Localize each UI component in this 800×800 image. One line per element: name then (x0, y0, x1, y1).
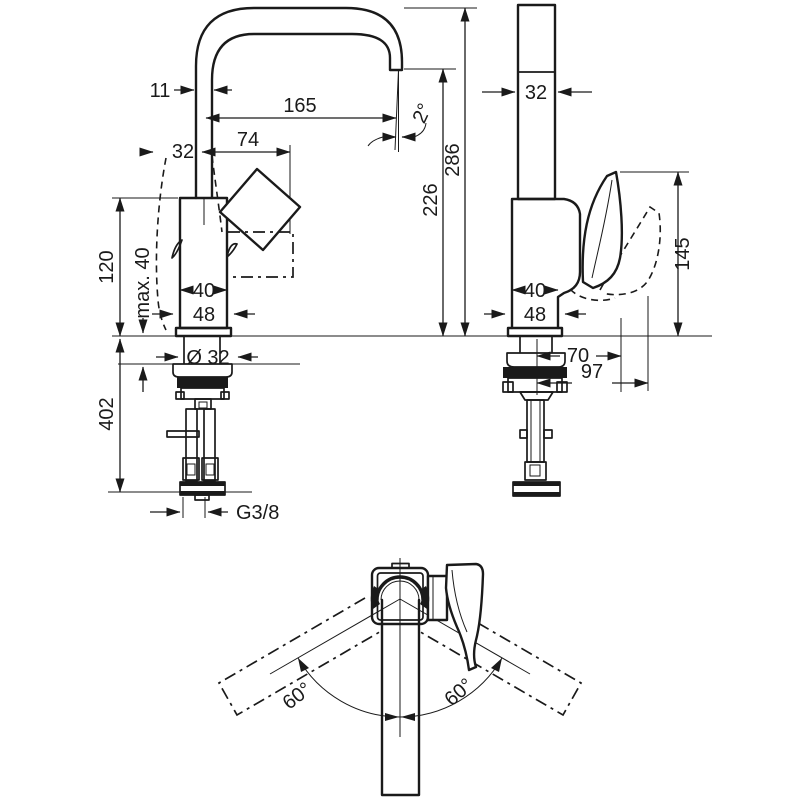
dim-supply-length: 402 (96, 397, 118, 431)
dim-spout-width: 32 (524, 82, 548, 104)
dim-swivel-left: 60° (278, 678, 316, 715)
side-flange (507, 353, 565, 367)
top-handle (446, 564, 483, 670)
front-view (96, 8, 712, 524)
front-locknut (181, 388, 224, 399)
front-base (176, 328, 231, 336)
front-seal-washer (177, 377, 228, 388)
front-handle-swing-back (156, 158, 166, 330)
dim-base-width: 48 (192, 304, 216, 326)
dim-spout-reach: 165 (283, 95, 317, 117)
side-seal-washer (503, 367, 567, 378)
dim-handle-reach: 74 (236, 129, 260, 151)
dim-handle-top-height: 145 (672, 237, 694, 271)
dim-handle-front-offset: 70 (566, 345, 590, 367)
dim-body-width: 40 (192, 280, 216, 302)
side-locknut (508, 378, 562, 392)
dim-handle-back-clearance: 32 (171, 141, 195, 163)
dim-body-height: 120 (96, 250, 118, 284)
dim-spout-thickness: 11 (149, 80, 171, 102)
dim-connection-thread: G3/8 (236, 502, 280, 524)
dim-handle-tip-offset: 97 (580, 361, 604, 383)
dim-outlet-height: 226 (420, 183, 442, 217)
top-construction (219, 558, 581, 737)
front-handle-swing-front (212, 156, 222, 232)
front-dimensions (96, 8, 465, 524)
dim-mounting-hole: Ø 32 (186, 347, 230, 369)
side-underdeck (503, 336, 567, 496)
dim-body-depth: 40 (523, 280, 547, 302)
side-base (508, 328, 562, 336)
dim-swivel-right: 60° (440, 674, 478, 711)
top-handle-base (428, 576, 447, 620)
front-extension-lines (108, 8, 712, 518)
dim-total-height: 286 (442, 143, 464, 177)
top-view (219, 558, 581, 795)
front-handle-pivot-right (227, 244, 237, 257)
front-handle (220, 169, 300, 250)
dim-max-mounting-thickness: max. 40 (132, 247, 154, 319)
side-supply-tube (527, 400, 544, 462)
dim-base-depth: 48 (523, 304, 547, 326)
side-view (482, 5, 694, 496)
front-outlet-angle-lines (395, 70, 399, 152)
dim-outlet-angle: 2° (408, 100, 437, 127)
